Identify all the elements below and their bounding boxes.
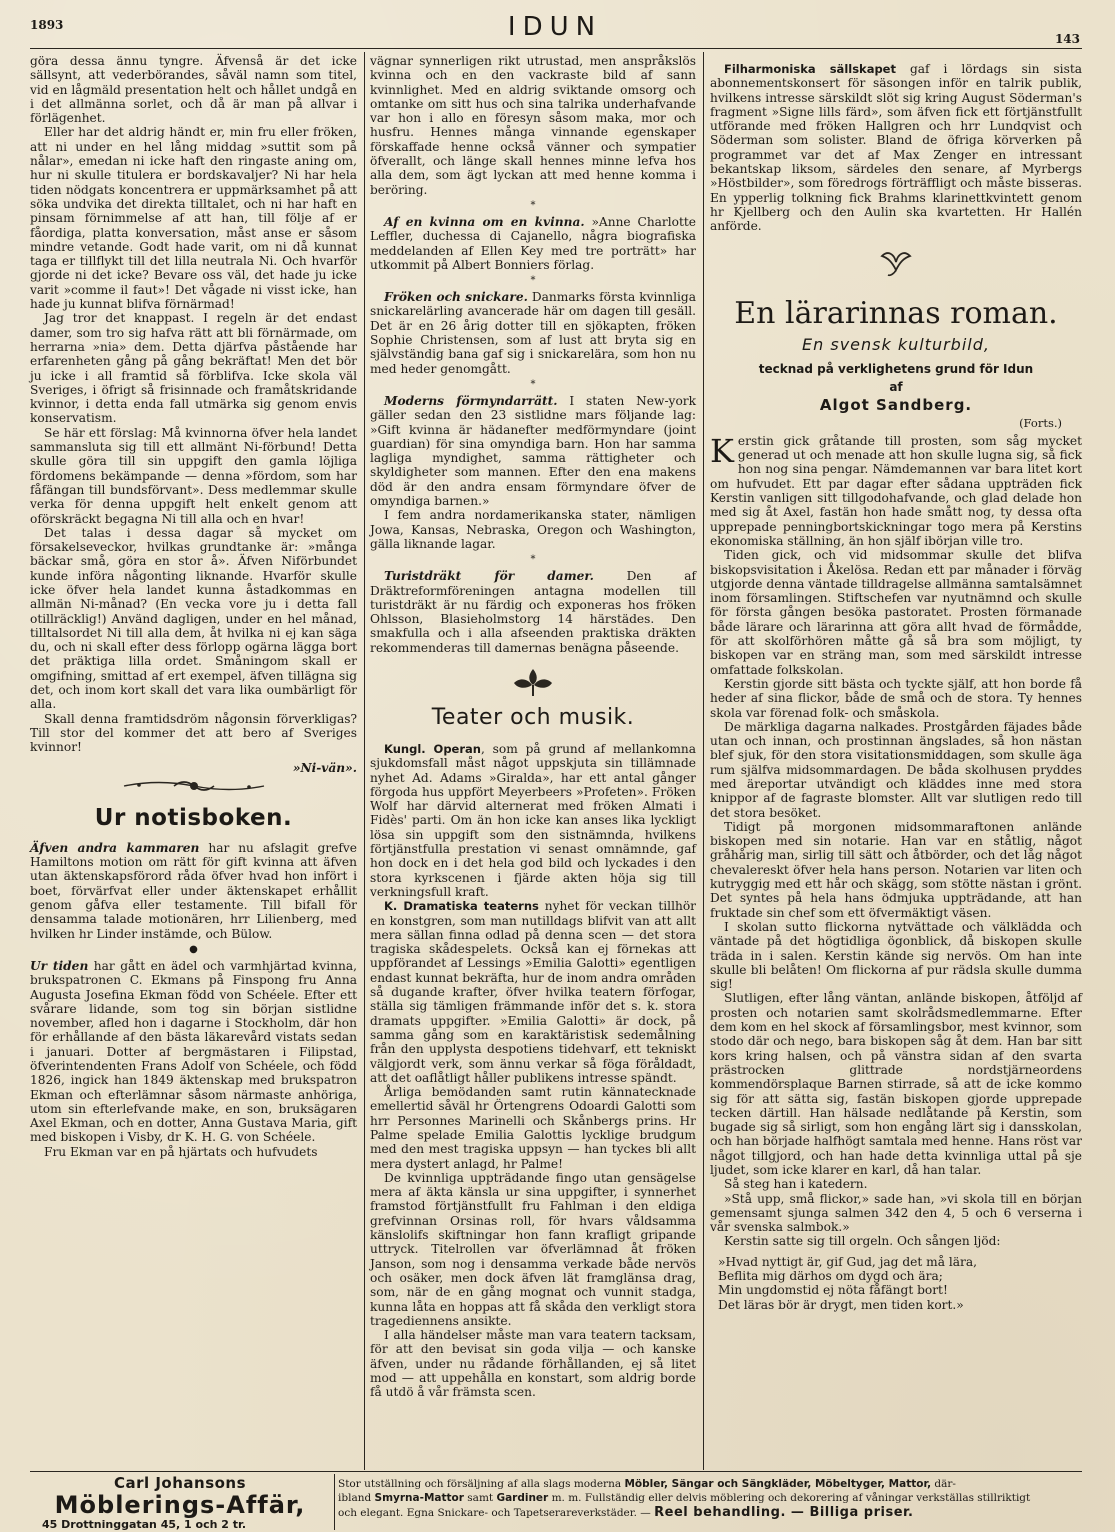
floral-ornament-icon (508, 665, 558, 699)
teater-text: nyhet för veckan tillhör en konstgren, som man nutilldags blifvit van att allt mera sällan finna odlad på denna scen — det stora tragiska skådespelets. Också kan ej förnekas att uppförandet af Lessings »Emilia Galotti» egentligen endast kunnat bekräfta, hur de inom andra områden så dugande krafter, öfver hvilka teatern förfogar, ställa sig tämligen främmande inför det s. k. stora dramats uppgifter. »Emilia Galotti» är dock, på samma gång som en karaktäristisk sedemålning från den upplysta despotiens tidehvarf, ett tekniskt välgjordt verk, som ännu verkar så föga föråldadt, att det oaflåtligt håller publikens intresse spändt. (370, 899, 696, 1085)
story-paragraph: Tidigt på morgonen midsommaraftonen anlände biskopen med sin notarie. Han var en ståtlig, något gråhårig man, sirlig till sätt och åtbörder, och det låg något chevalereskt öfver hela hans person. Notarien var liten och kutryggig med ett hår och skägg, som stötte nästan i grönt. Det syntes på hela hans ödmjuka uppträdande, att han fruktade sin chef som ett öfvermäktigt väsen. (710, 819, 1082, 920)
teater-text: Årliga bemödanden samt rutin kännatecknade emellertid såväl hr Örtengrens Odoardi Galotti som hrr Personnes Marinelli och Skånbergs prins. Hr Palme spelade Emilia Galottis lycklige brudgum med den mest tragiska uppsyn — han tyckes bli allt mera dystert anlagd, hr Palme! (370, 1085, 696, 1171)
article-paragraph: göra dessa ännu tyngre. Äfvenså är det icke sällsynt, att vederbörandes, såväl namn som titel, vid en lågmäld presentation helt och hållet undgå en i det allmänna sorlet, och då är man på allvar i förlägenhet. (30, 54, 357, 126)
article-paragraph: Eller har det aldrig händt er, min fru eller fröken, att ni under en hel lång middag »suttit som på nålar», emedan ni icke haft den ringaste aning om, hur ni skulle titulera er bordskavaljer? Ni har hela tiden nödgats koncentrera er uppmärksamhet på att söka undvika det direkta tilltalet, och ni har haft en pinsam förnimmelse af att han, till följe af er fåordiga, platta konversation, måst anse er såsom mindre vetande. Godt hade varit, om ni då kunnat taga er tillflykt till det lilla neutrala Ni. Och hvarför gjorde ni det icke? Bevare oss väl, det hade ju icke varit »comme il faut»! Det vågade ni visst icke, han hade ju kunnat blifva förnärmad! (30, 125, 357, 312)
story-paragraph: Kerstin satte sig till orgeln. Och sången ljöd: (724, 1234, 1001, 1249)
notis-item (30, 841, 357, 941)
story-af: af (889, 379, 903, 394)
notice-lead: Af en kvinna om en kvinna. (384, 214, 585, 229)
drop-cap: K (710, 431, 734, 470)
ad-headline: Möblerings-Affär, (54, 1491, 306, 1519)
notice-item (370, 508, 696, 551)
hymn-line: Det läras bör är drygt, men tiden kort.» (718, 1297, 964, 1312)
article-paragraph: Jag tror det knappast. I regeln är det endast damer, som tro sig hafva rätt att bli förnärmade, om herrarna »nia» dem. Detta djärfva påstående har erfarenheten gång på gång bekräftat! Men det bör ju icke i all framtid så förblifva. Icke skola väl Sveriges, i öfrigt så frisinnade och framåtskridande kvinnor, i detta enda fall utmärka sig genom envis konservatism. (30, 311, 357, 426)
ni-article (30, 54, 357, 755)
ad-text: Stor utställning och försäljning af alla slags moderna (338, 1478, 625, 1490)
ad-company-name: Carl Johansons (113, 1474, 247, 1492)
footer-rule (30, 1471, 1082, 1472)
star-separator: * (530, 199, 536, 211)
ad-address: 45 Drottninggatan 45, 1 och 2 tr. (42, 1518, 247, 1531)
teater-item (370, 1171, 696, 1328)
ornament-divider-icon (119, 775, 269, 797)
filharmoni-lead: Filharmoniska sällskapet (724, 62, 896, 76)
teater-text: De kvinnliga uppträdande fingo utan gensägelse mera af äkta känsla ur sina uppgifter, i synnerhet framstod förtjänstfullt fru Fahlman i den eldiga grefvinnan Orsinas roll, för hvars våldsamma känslolifs skiftningar hon fann krafligt gripande uttryck. Titelrollen var öfverlämnad åt fröken Janson, som nog i densamma verkade både nervös och osäker, men dock äfven lät framglänsa drag, som, när de en gång mognat och vunnit stadga, kunna låta en hoppas att få skåda den verkligt stora tragediennens ansikte. (370, 1170, 696, 1328)
story-paragraph: I skolan sutto flickorna nytvättade och välklädda och väntade på det högtidliga ögonblick, då biskopen skulle träda in i salen. Kerstin kände sig nervös. Om han inte skulle bli belåten! Om flickorna af pur rädsla skulle dumma sig! (710, 919, 1082, 992)
notice-item (370, 290, 696, 376)
notice-text: »Anne Charlotte Leffler, duchessa di Cajanello, några biografiska meddelanden af Ellen Key med tre porträtt» har utkommit på Albert Bonniers förlag. (370, 214, 696, 272)
story-paragraph (710, 431, 1082, 548)
page-number: 143 (1054, 32, 1080, 46)
column-2 (370, 54, 696, 1400)
header-rule (30, 48, 1082, 49)
ad-text: samt (463, 1491, 497, 1504)
teater-item (370, 899, 696, 1085)
masthead-title: IDUN (507, 12, 603, 42)
article-paragraph: Se här ett förslag: Må kvinnorna öfver hela landet sammansluta sig till ett allmänt Ni-förbund! Detta skulle göra till sin uppgift den gamla löjliga fördomens bekämpande — denna »fördom, som har fåfängan till bundsförvant». Dess medlemmar skulle verka för denna uppgift helt enkelt genom att oförskräckt begagna Ni till alla och en hvar! (30, 425, 357, 526)
notis-text: har gått en ädel och varmhjärtad kvinna, brukspatronen C. Ekmans på Finspong fru Anna Augusta Josefina Ekman född von Schéele. Efter ett svårare lidande, som tog sin början sistlidne november, afled hon i dagarne i Stockholm, där hon för erhållande af den bästa läkarevård vistats sedan i januari. Dotter af bergmästaren i Filipstad, öfverintendenten Frans Adolf von Schéele, och född 1826, ingick han 1849 äktenskap med brukspatron Ekman och efterlämnar såsom närmaste anhöriga, utom sin efterlefvande make, en son, bruksägaren Axel Ekman, och en dotter, Anna Gustava Maria, gift med biskopen i Visby, dr K. H. G. von Schéele. (30, 958, 357, 1145)
notis-lead: Ur tiden (30, 958, 89, 973)
filharmoni-text: gaf i lördags sin sista abonnementskonsert för säsongen inför en talrik publik, hvilkens intresse särskildt slöt sig kring August Söderman's fragment »Signe lills färd», som äfven fick ett förtjänstfullt utförande med fröken Hallgren och hrr Lundqvist och Söderman som solister. Bland de öfriga körverken på programmet var det af Max Zenger en intressant bekantskap liksom, särdeles den senare, af Myrbergs »Höstbilder», som föredrogs förträffligt och måste bisseras. En ypperlig tolkning fick Brahms klarinettkvintett genom hr Kjellberg och den Aulin ska kvartetten. Hr Hallén anförde. (710, 62, 1082, 234)
notice-item (370, 215, 696, 272)
teater-item (370, 1085, 696, 1171)
column-divider-1 (364, 52, 365, 1470)
notis-item (30, 1145, 357, 1159)
story-tagline: tecknad på verklighetens grund för Idun (758, 361, 1034, 376)
story-continued: (Forts.) (1019, 415, 1062, 430)
furniture-ad-logo (30, 1474, 330, 1531)
notice-text: I fem andra nordamerikanska stater, nämligen Jowa, Kansas, Nebraska, Oregon och Washington, gälla liknande lagar. (370, 508, 696, 551)
teater-lead: K. Dramatiska teaterns (384, 899, 539, 914)
notice-item (370, 569, 696, 655)
ad-line (338, 1478, 1082, 1492)
ad-text: och elegant. Egna Snickare- och Tapetserareverkstäder. — (338, 1507, 655, 1519)
notice-lead: Fröken och snickare. (384, 290, 528, 305)
page-header (30, 12, 1080, 48)
ad-text: ibland (338, 1491, 375, 1504)
obituary-continuation: vägnar synnerligen rikt utrustad, men anspråkslös kvinna och en den vackraste bild af sann kvinnlighet. Med en aldrig sviktande omsorg och omtanke om sitt hus och sina talrika underhafvande var hon i allo en föresyn såsom maka, mor och husfru. Hennes många vinnande egenskaper förskaffade henne också vänner och sympatier öfverallt, och länge skall hennes minne lefva hos alla dem, som ägt lyckan att med henne komma i beröring. (370, 54, 696, 197)
story-subtitle: En svensk kulturbild, (802, 334, 990, 354)
notice-text: I staten New-york gäller sedan den 23 sistlidne mars följande lag: »Gift kvinna är hädanefter medförmyndare (joint guardian) för sina omyndiga barn. Hon har samma lagliga myndighet, samma rättigheter och skyldigheter som mannen. Efter den ena makens död är den andra ensam förmyndare öfver de omyndiga barnen.» (370, 393, 696, 509)
notice-lead: Moderns förmyndarrätt. (384, 393, 558, 408)
furniture-ad-text (338, 1478, 1082, 1521)
ad-text-bold: Smyrna-Mattor (374, 1491, 464, 1504)
filharmoni-item (710, 62, 1082, 234)
story-paragraph: De märkliga dagarna nalkades. Prostgården fäjades både utan och innan, och prostinnan ängslades, så hon nästan blef sjuk, för den stora visitationsmiddagen, som skulle äga rum själfva midsommardagen. De båda skolhusen pryddes med äreportar utvändigt och kläddes inne med stora knippor af de fagraste blomster. Allt var slutligen redo till det stora besöket. (710, 719, 1082, 820)
column-3 (710, 62, 1082, 1312)
article-paragraph: Det talas i dessa dagar så mycket om försakelseveckor, hvilkas grundtanke är: »många bäckar små, göra en stor å». Äfven Niförbundet kunde införa någonting liknande. Hvarför skulle icke öfver hela landet kunna åstadkommas en allmän Ni-månad? (En vecka vore ju i detta fall otillräcklig!) Använd dagligen, under en hel månad, tilltalsordet Ni till alla dem, åt hvilka ni ej kan säga du, och ni skall efter dess förlopp ogärna lägga bort det präktiga lilla ordet. Småningom skall er omgifning, smittad af ert exempel, äfven tillägna sig det, och inom kort skall det vara lika oumbärligt för alla. (30, 525, 357, 712)
ad-text-bold: Gardiner (496, 1491, 549, 1504)
notis-lead: Äfven andra kammaren (30, 840, 200, 855)
ad-text: där- (931, 1478, 956, 1490)
hymn-line: »Hvad nyttigt är, gif Gud, jag det må lära, (718, 1254, 977, 1269)
teater-item (370, 742, 696, 899)
notice-text: Den af Dräktreformföreningen antagna modellen till turistdräkt är nu färdig och exponeras hos fröken Ohlsson, Blasieholmstorg 14 härstädes. Den smakfulla och i alla afseenden praktiska dräkten rekommenderas till damernas benägna påseende. (370, 569, 696, 655)
column-divider-2 (703, 52, 704, 1470)
notice-lead: Turistdräkt för damer. (384, 569, 594, 584)
article-signature: »Ni-vän». (292, 760, 357, 775)
column-1 (30, 54, 357, 1159)
article-paragraph: Skall denna framtidsdröm någonsin förverkligas? Till stor del kommer det att bero af Sveriges kvinnor! (30, 711, 357, 755)
notis-section-title: Ur notisboken. (94, 804, 293, 831)
story-paragraph: Kerstin gjorde sitt bästa och tyckte själf, att hon borde få heder af sina flickor, både de små och de stora. Ty hennes skola var förenad folk- och småskola. (710, 676, 1082, 720)
teater-lead: Kungl. Operan (384, 741, 481, 756)
story-paragraph: »Stå upp, små flickor,» sade han, »vi skola till en början gemensamt sjunga salmen 342 den 4, 5 och 6 verserna i vår svenska salmbok.» (710, 1191, 1082, 1235)
notice-text: Danmarks första kvinnliga snickarelärling avancerade här om dagen till gesäll. Det är en 26 årig dotter till en sjökapten, fröken Sophie Christensen, som af lust att bryta sig en självständig bana gaf sig i snickarelära, som hon nu med heder genomgått. (370, 290, 696, 376)
flourish-ornament-icon (878, 248, 914, 278)
teater-text: I alla händelser måste man vara teatern tacksam, för att den bevisat sin goda vilja — och kanske äfven, under nu rådande förhållanden, ej så litet mod — att uppehålla en konstart, som aldrig borde få utdö å vår främsta scen. (370, 1328, 696, 1400)
hymn-line: Beflita mig därhos om dygd och ära; (718, 1269, 943, 1284)
teater-text: , som på grund af mellankomna sjukdomsfall måst något uppskjuta sin tillämnade nyhet Ad. Adams »Giralda», har ett antal gånger förgoda hus uppfört Meyerbeers »Profeten». Fröken Wolf har därvid alternerat med fröken Almati i Fidès' parti. Om än hon icke kan anses lika lyckligt lösa sin uppgift som den sistnämnda, hvilkens förtjänstfulla prestation vi senast omnämnde, gaf hon dock en i det hela god bild och lyckades i den stora kyrkscenen i fjärde akten höja sig till verkningsfull kraft. (370, 741, 696, 899)
hymn-verse (718, 1255, 1082, 1312)
star-separator: * (530, 554, 536, 566)
ad-slogan: Reel behandling. — Billiga priser. (654, 1505, 914, 1520)
star-separator: * (530, 378, 536, 390)
ad-divider (334, 1474, 335, 1530)
story-title: En lärarinnas roman. (734, 295, 1058, 331)
teater-item (370, 1328, 696, 1399)
hymn-line: Min ungdomstid ej nöta fåfängt bort! (718, 1283, 948, 1298)
story-paragraph: Tiden gick, och vid midsommar skulle det blifva biskopsvisitation i Åkelösa. Redan ett par månader i förväg utgjorde denna väntade tilldragelse allmänna samtalsämnet inom församlingen. Stiftschefen var nyutnämnd och skulle för första gången besöka pastoratet. Prosten förmanade både lärare och lärarinna att göra allt hvad de förmådde, för att skolförhören måtte gå så bra som möjligt, ty biskopen var en sträng man, som med särskildt intresse omfattade folkskolan. (710, 548, 1082, 677)
notis-text: Fru Ekman var en på hjärtats och hufvudets (44, 1144, 318, 1159)
notice-item (370, 394, 696, 508)
ad-line (338, 1492, 1082, 1506)
story-paragraph: Slutligen, efter lång väntan, anlände biskopen, åtföljd af prosten och notarien samt skolrådsmedlemmarne. Efter dem kom en hel skock af församlingsbor, mest kvinnor, som stodo där och nego, bara biskopen såg åt dem. Han bar sitt kors kring halsen, och på vänstra sidan af den svarta prästrocken glittrade nordstjärneordens kommendörsplaque Barnen stirrade, så att de icke kommo sig för att sätta sig, fastän biskopen gjorde upprepade tecken därtill. Han hälsade nedlåtande på Kerstin, som bugade sig så sirligt, som hon engång lärt sig i dansskolan, och han började halfhögt samtala med henne. Hans röst var något tillgjord, och han hade detta kvinnliga uttal på sje ljudet, som icke klarer en karl, då han talar. (710, 991, 1082, 1177)
teater-section-title: Teater och musik. (431, 704, 635, 730)
header-year: 1893 (30, 18, 64, 32)
story-text: erstin gick gråtande till prosten, som såg mycket generad ut och menade att hon skulle lugna sig, så fick hon nog sina pengar. Nämdemannen var bara litet kort om hufvudet. Ett par dagar efter sådana uppträden fick Kerstin vanligen sitt tillgodohafvande, och glad delade hon med sig åt Axel, fastän hon hade smått nog, ty dessa ofta upprepade penningbortskickningar togo mera på Kerstins ekonomiska ställning, än hon själf ibörjan ville tro. (710, 433, 1082, 548)
ad-text: m. m. Fullständig eller delvis möblering och dekorering af våningar verkställas stillriktigt (548, 1491, 1031, 1504)
ad-line (338, 1505, 1082, 1521)
star-separator: * (530, 275, 536, 287)
ad-text-bold: Möbler, Sängar och Sängkläder, Möbeltyger, Mattor, (624, 1478, 932, 1490)
story-author: Algot Sandberg. (819, 395, 973, 414)
star-separator: ● (189, 943, 198, 955)
story-paragraph: Så steg han i katedern. (724, 1177, 868, 1192)
notis-item (30, 959, 357, 1145)
notis-text: har nu afslagit grefve Hamiltons motion om rätt för gift kvinna att äfven utan äktenskapsförord råda öfver hvad hon infört i boet, förvärfvat eller under äktenskapet erhållit genom gåfva eller testamente. Till bifall för densamma talade motionären, hrr Lilienberg, med hvilken hr Linder instämde, och Bülow. (30, 840, 357, 941)
